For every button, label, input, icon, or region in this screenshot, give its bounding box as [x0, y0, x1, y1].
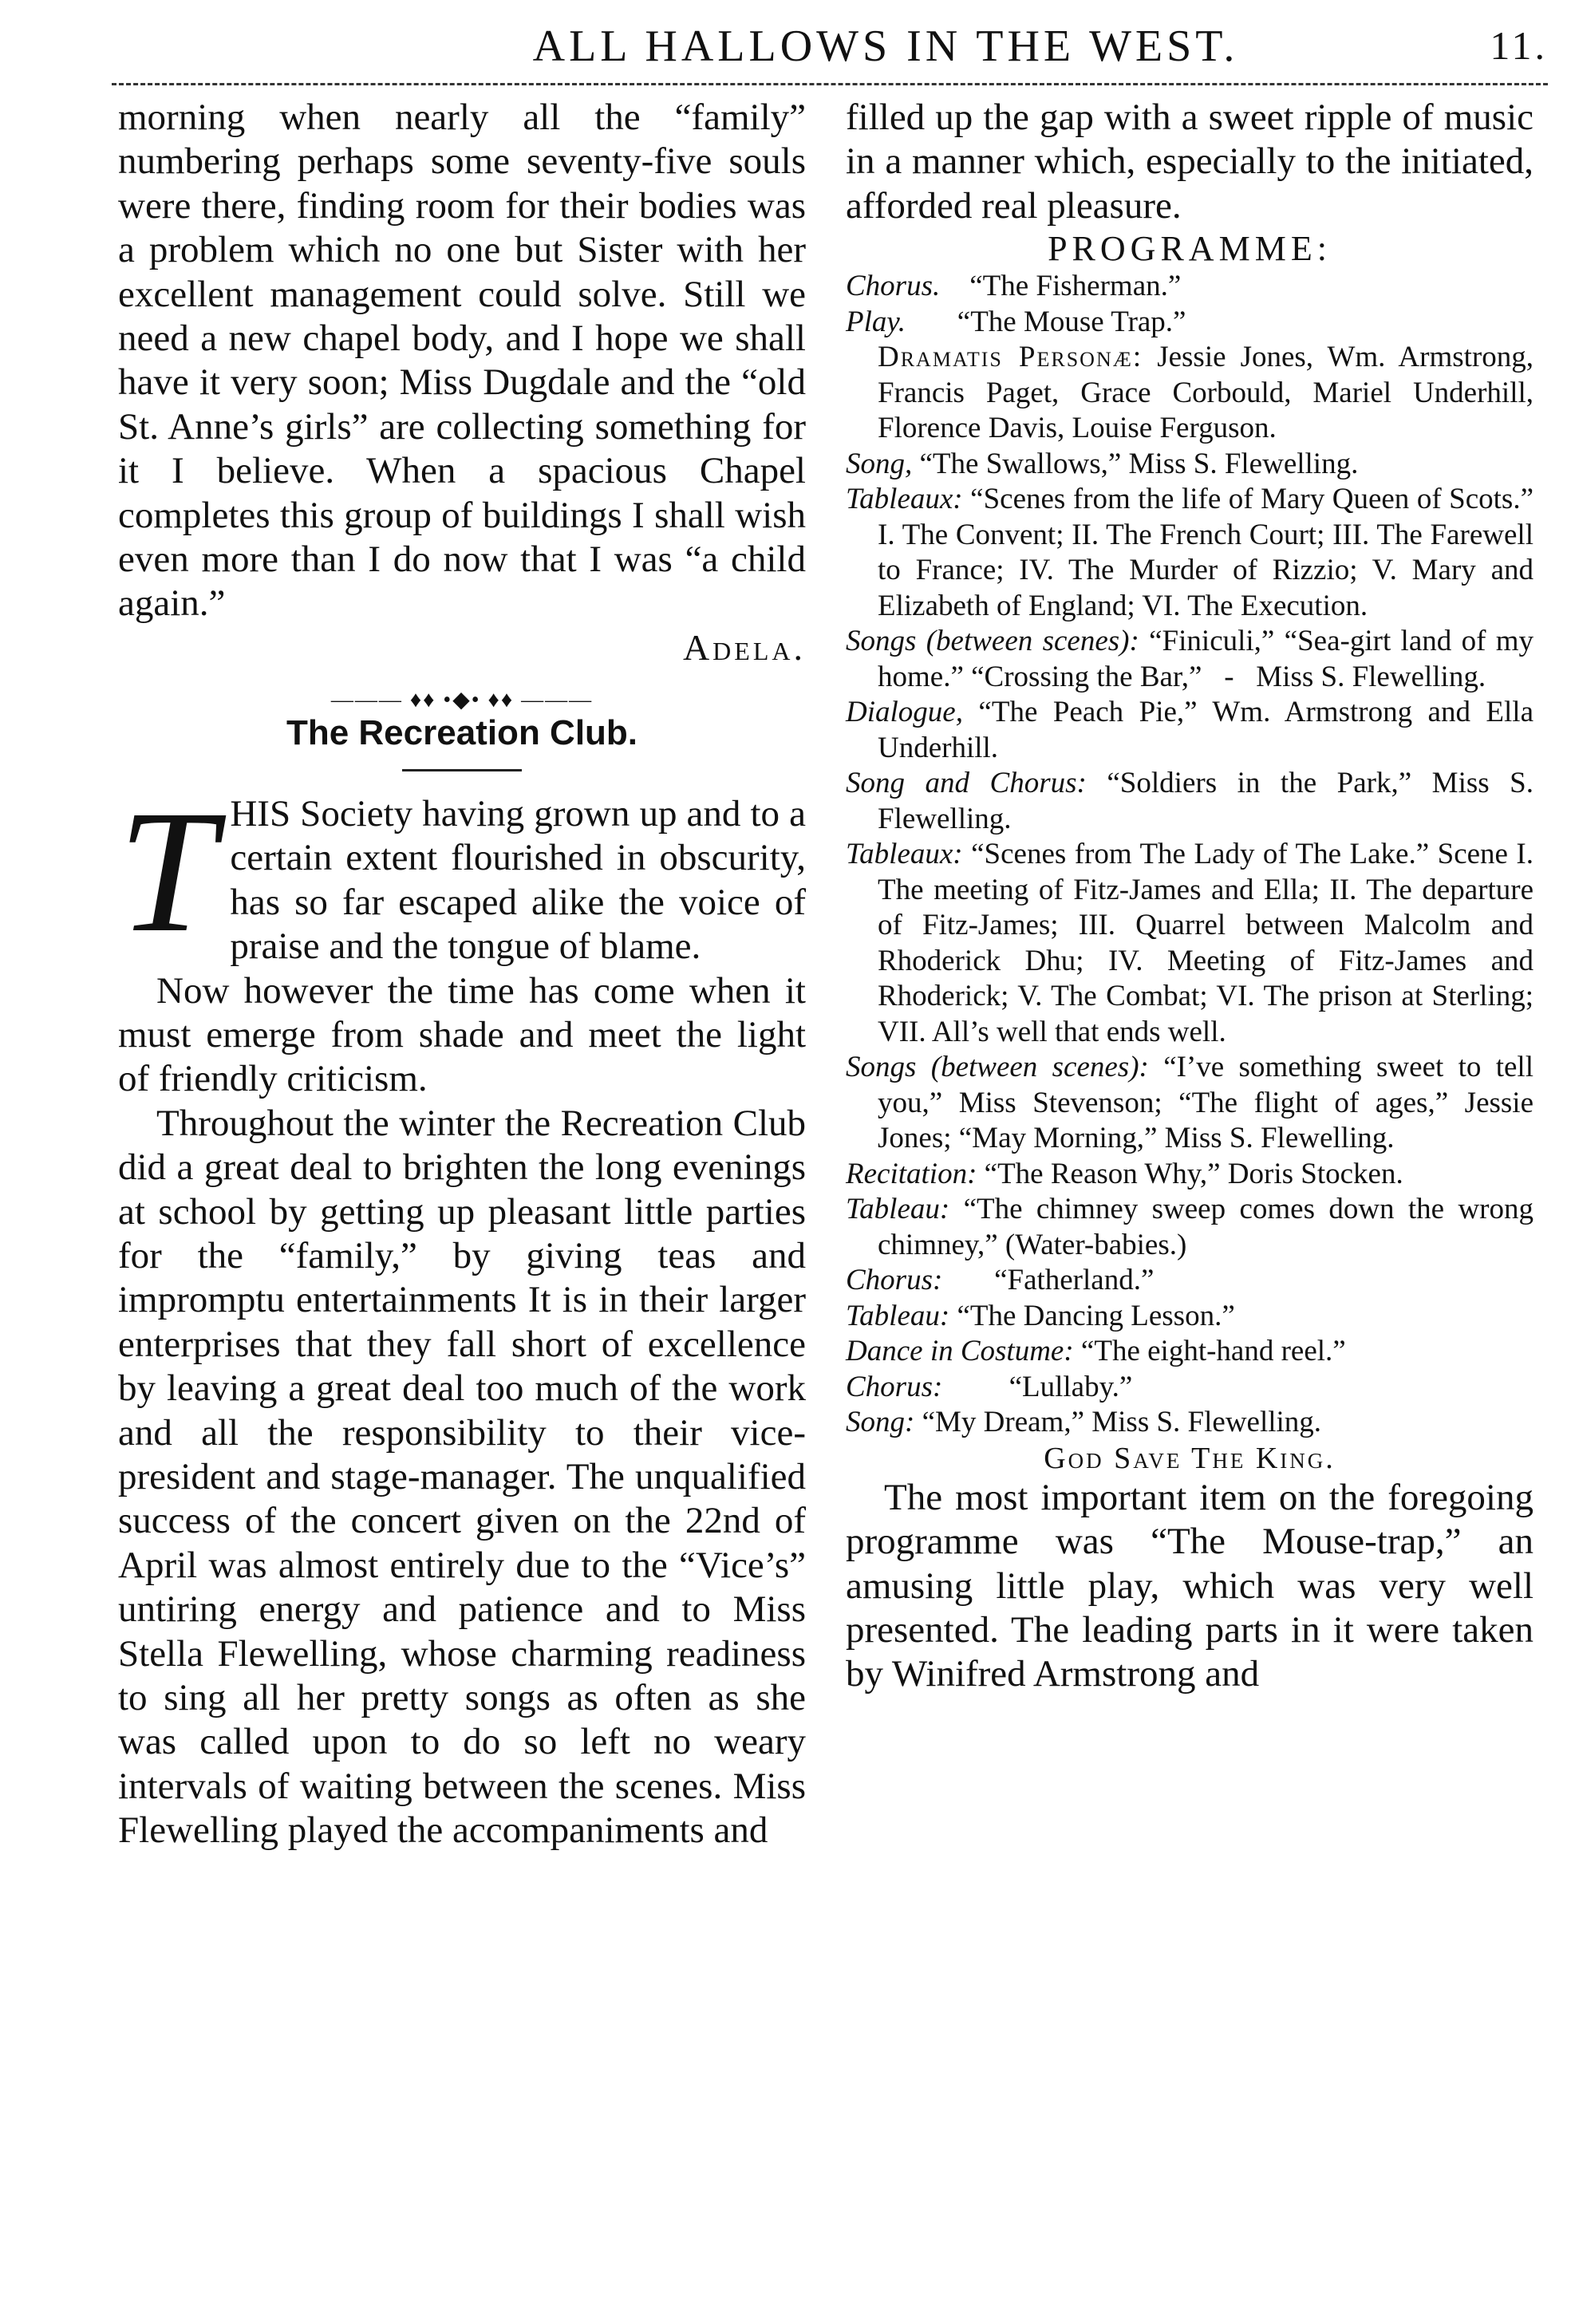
article-continuation-paragraph: morning when nearly all the “family” numbering perhaps some seventy-five souls were there, finding room for their bodies was a problem which no one but Sister with her excellent management could solve. Still we need a new chapel body, and I hope we shall have it very soon; Miss Dugdale and the “old St. Anne’s girls” are collecting something for it I believe. When a spacious Chapel completes this group of buildings I shall wish even more than I do now that I was “a child again.” — [118, 97, 806, 625]
page-number: 11. — [1490, 23, 1548, 68]
running-title: ALL HALLOWS IN THE WEST. — [532, 22, 1239, 71]
programme-item-label: Chorus: — [846, 1370, 943, 1403]
programme-item-text: “Scenes from The Lady of The Lake.” Scene I. The meeting of Fitz-James and Ella; II. The departure of Fitz-James; III. Quarrel between Malcolm and Rhoderick Dhu; IV. Meeting of Fitz-James and Rhoderick; V. The Combat; VI. The prison at Sterling; VII. All’s well that ends well. — [878, 838, 1534, 1048]
title-rule — [402, 769, 522, 771]
paragraph: Now however the time has come when it must emerge from shade and meet the light of friendly criticism. — [118, 969, 806, 1100]
programme-item-label: Recitation: — [846, 1157, 977, 1190]
programme-item — [846, 1334, 1534, 1370]
programme-item — [846, 1299, 1534, 1335]
programme-item — [846, 624, 1534, 695]
programme-title: PROGRAMME: — [1048, 229, 1332, 269]
programme-item-text: “Finiculi,” “Sea-girt land of my home.” “Crossing the Bar,” - Miss S. Flewelling. — [878, 625, 1534, 693]
programme-item-text: “The Swallows,” Miss S. Flewelling. — [912, 447, 1359, 480]
programme-item-text: “Scenes from the life of Mary Queen of Scots.” I. The Convent; II. The French Court; III. The Farewell to France; IV. The Murder of Rizzio; V. Mary and Elizabeth of England; VI. The Execution. — [878, 483, 1534, 622]
programme-item-text: “Soldiers in the Park,” Miss S. Flewelling. — [878, 767, 1534, 835]
page-header — [112, 14, 1548, 86]
programme-item — [846, 305, 1534, 341]
programme-item-text: “The Reason Why,” Doris Stocken. — [977, 1157, 1403, 1190]
programme-item — [846, 1050, 1534, 1157]
programme-item-label: Song: — [846, 1406, 915, 1439]
programme-item-label: Song and Chorus: — [846, 767, 1087, 800]
programme-item — [846, 1192, 1534, 1263]
section-divider-ornament: ——— ♦♦ •◆• ♦♦ ——— — [330, 687, 594, 712]
programme-item-label: Song, — [846, 447, 913, 480]
paragraph: filled up the gap with a sweet ripple of music in a manner which, especially to the initiated, afforded real pleasure. — [846, 97, 1534, 227]
programme-item — [846, 837, 1534, 1050]
programme-item-label: Chorus. — [846, 270, 941, 303]
opening-paragraph — [118, 773, 806, 969]
programme-item — [846, 1370, 1534, 1406]
programme-item-label: Songs (between scenes): — [846, 625, 1139, 658]
opening-paragraph-text: HIS Society having grown up and to a certain extent flourished in obscurity, has so far escaped alike the voice of praise and the tongue of blame. — [230, 792, 806, 968]
programme-item-label: Chorus: — [846, 1264, 943, 1297]
left-column — [118, 96, 806, 1853]
programme-item-text: “The Peach Pie,” Wm. Armstrong and Ella Underhill. — [878, 696, 1534, 764]
paragraph: Throughout the winter the Recreation Club did a great deal to brighten the long evenings at school by getting up pleasant little parties for the “family,” by giving teas and impromptu entertainments It is in their larger enterprises that they fall short of excellence by leaving a great deal too much of the work and all the responsibility to their vice-president and stage-manager. The unqualified success of the concert given on the 22nd of April was almost entirely due to the “Vice’s” untiring energy and patience and to Miss Stella Flewelling, whose charming readiness to sing all her pretty songs as often as she was called upon to do so left no weary intervals of waiting between the scenes. Miss Flewelling played the accompaniments and — [118, 1102, 806, 1852]
programme-item-label: Tableaux: — [846, 838, 963, 871]
programme-item — [846, 766, 1534, 837]
programme-list — [846, 269, 1534, 1441]
programme-item-text: “Lullaby.” — [942, 1370, 1133, 1403]
programme-item-label: Tableau: — [846, 1193, 950, 1226]
drop-cap: T — [118, 773, 216, 969]
programme-item — [846, 269, 1534, 305]
header-rule — [112, 83, 1548, 85]
programme-item — [846, 1157, 1534, 1193]
programme-item — [846, 482, 1534, 624]
right-column — [846, 96, 1534, 1697]
programme-item — [846, 695, 1534, 766]
programme-item-text: “My Dream,” Miss S. Flewelling. — [914, 1406, 1322, 1439]
programme-item-label: Tableaux: — [846, 483, 963, 516]
dramatis-personae-text: Jessie Jones, Wm. Armstrong, Francis Paget, Grace Corbould, Mariel Underhill, Florence Davis, Louise Ferguson. — [878, 341, 1534, 445]
programme-item-label: Dance in Costume: — [846, 1335, 1074, 1368]
dramatis-personae-label: Dramatis Personæ: — [878, 341, 1143, 374]
programme-item-label: Songs (between scenes): — [846, 1051, 1149, 1084]
section-title: The Recreation Club. — [286, 712, 638, 752]
programme-item-text: “The Fisherman.” — [940, 270, 1182, 303]
programme-item-text: “Fatherland.” — [942, 1264, 1155, 1297]
author-signature: Adela. — [682, 626, 806, 668]
programme-item-text: “The Dancing Lesson.” — [949, 1299, 1235, 1332]
anthem-line: God Save The King. — [1044, 1441, 1336, 1475]
programme-item-text: “The chimney sweep comes down the wrong chimney,” (Water-babies.) — [878, 1193, 1534, 1261]
programme-item — [846, 1263, 1534, 1299]
programme-item-label: Play. — [846, 305, 906, 338]
programme-item-label: Tableau: — [846, 1299, 950, 1332]
programme-item-label: Dialogue, — [846, 696, 963, 729]
programme-item — [846, 1405, 1534, 1441]
programme-item — [846, 447, 1534, 483]
dramatis-personae — [846, 340, 1534, 447]
programme-item-text: “The Mouse Trap.” — [906, 305, 1186, 338]
programme-item-text: “I’ve something sweet to tell you,” Miss Stevenson; “The flight of ages,” Jessie Jones; “May Morning,” Miss S. Flewelling. — [878, 1051, 1534, 1155]
paragraph: The most important item on the foregoing programme was “The Mouse-trap,” an amusing little play, which was very well presented. The leading parts in it were taken by Winifred Armstrong and — [846, 1476, 1534, 1695]
programme-item-text: “The eight-hand reel.” — [1073, 1335, 1346, 1368]
